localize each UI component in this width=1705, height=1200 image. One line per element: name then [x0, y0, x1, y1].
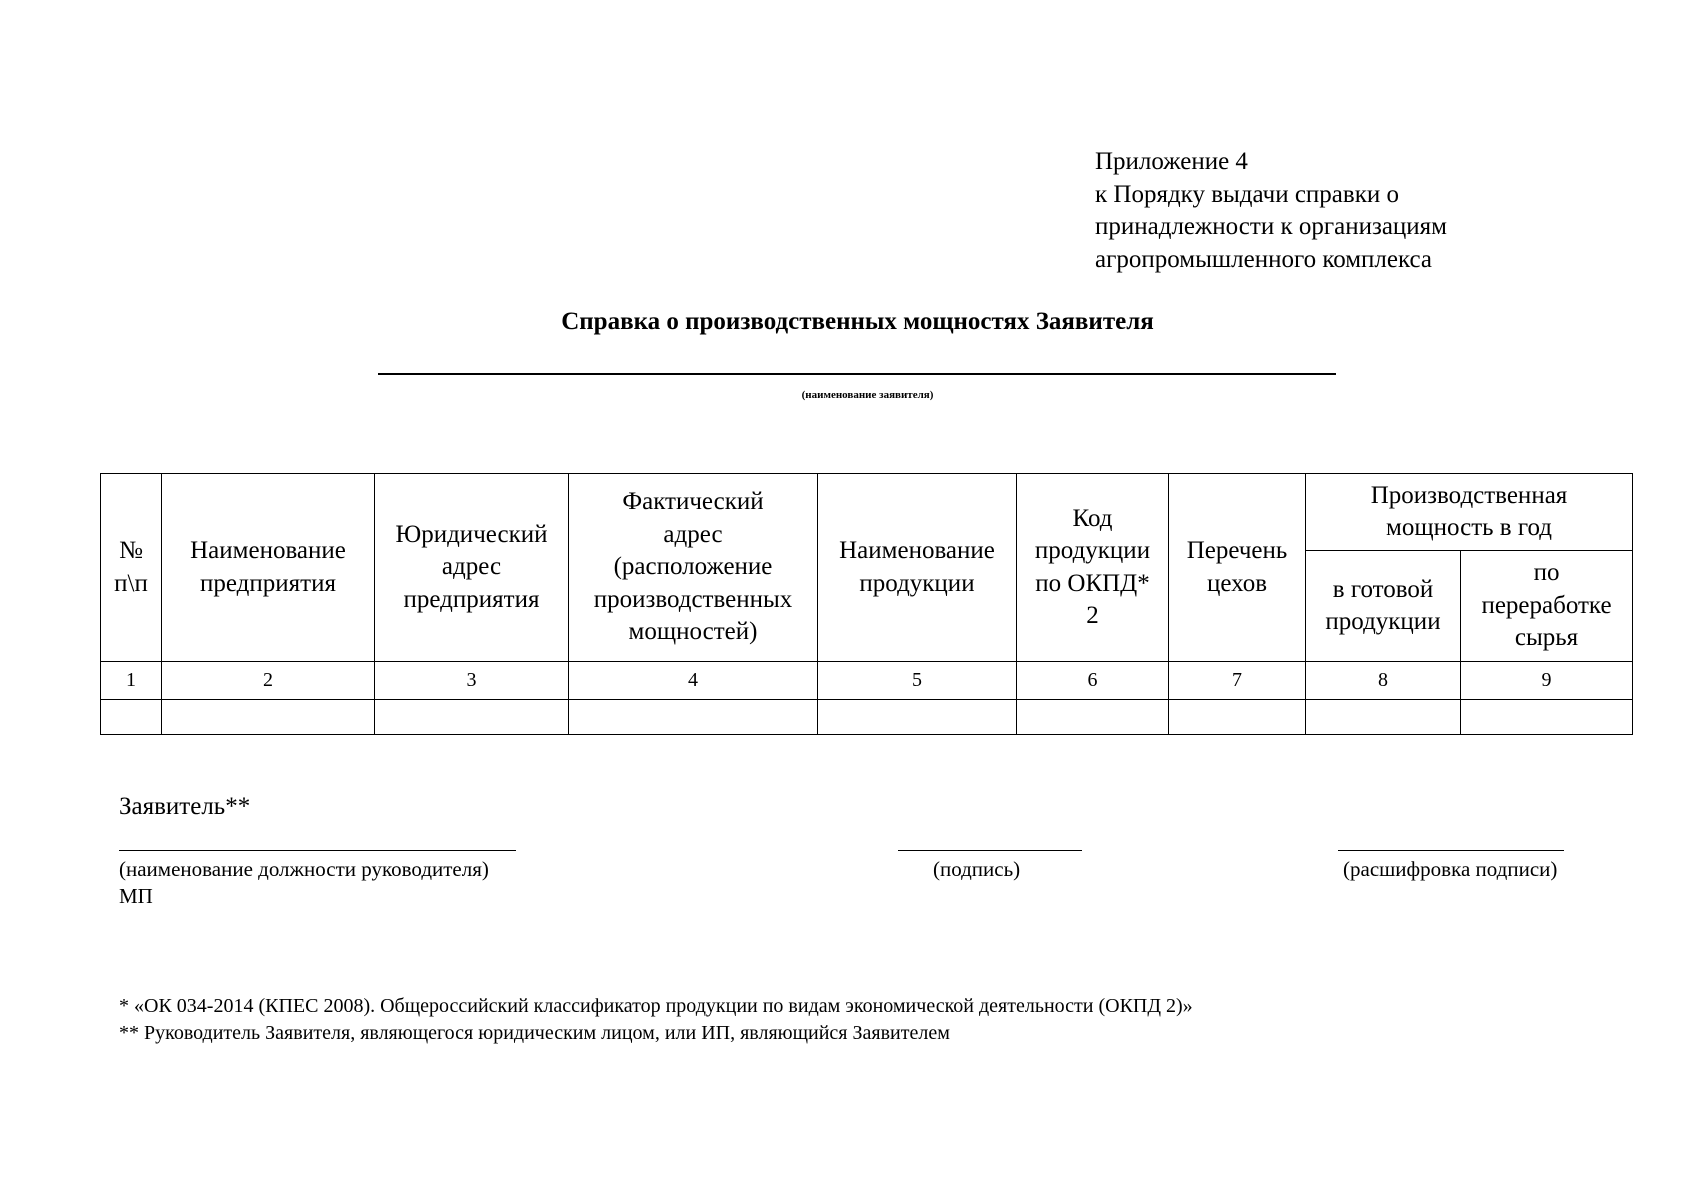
column-number: 7: [1169, 662, 1306, 700]
footnote-applicant: ** Руководитель Заявителя, являющегося юридическим лицом, или ИП, являющийся Заявителем: [119, 1022, 950, 1044]
table-row: [101, 700, 1633, 735]
footnote-okpd: * «ОК 034-2014 (КПЕС 2008). Общероссийский классификатор продукции по видам экономической деятельности (ОКПД 2)»: [119, 995, 1193, 1017]
capacity-table: [100, 473, 1633, 735]
column-number: 9: [1461, 662, 1633, 700]
column-number-row: [101, 662, 1633, 700]
column-number: 1: [101, 662, 162, 700]
appendix-ref-line-1: к Порядку выдачи справки о: [1095, 180, 1399, 208]
column-number: 3: [375, 662, 569, 700]
table-cell: [818, 700, 1017, 735]
header-workshops: Перечень цехов: [1169, 474, 1306, 662]
header-okpd-code: Код продукции по ОКПД* 2: [1017, 474, 1169, 662]
appendix-block: [1095, 146, 1447, 276]
table-header-row: [101, 474, 1633, 551]
document-title: Справка о производственных мощностях Заявителя: [561, 308, 1154, 335]
header-legal-address: Юридический адрес предприятия: [375, 474, 569, 662]
table-cell: [1017, 700, 1169, 735]
applicant-label: Заявитель**: [119, 793, 251, 820]
column-number: 8: [1306, 662, 1461, 700]
applicant-name-caption: (наименование заявителя): [801, 389, 934, 401]
appendix-ref-line-2: принадлежности к организациям: [1095, 213, 1448, 240]
header-enterprise-name: Наименование предприятия: [162, 474, 375, 662]
position-caption: (наименование должности руководителя): [119, 857, 489, 881]
table-cell: [1169, 700, 1306, 735]
table-cell: [1306, 700, 1461, 735]
position-line: [119, 850, 516, 851]
decoding-caption: (расшифровка подписи): [1343, 857, 1558, 881]
table-cell: [569, 700, 818, 735]
column-number: 4: [569, 662, 818, 700]
table-cell: [101, 700, 162, 735]
header-actual-address: Фактический адрес (расположение производственных мощностей): [569, 474, 818, 662]
table-cell: [162, 700, 375, 735]
appendix-ref-line-3: агропромышленного комплекса: [1095, 245, 1433, 273]
header-product-name: Наименование продукции: [818, 474, 1017, 662]
signature-caption: (подпись): [933, 857, 1021, 881]
table-cell: [1461, 700, 1633, 735]
header-capacity-group: Производственная мощность в год: [1306, 474, 1633, 551]
header-number: № п\п: [101, 474, 162, 662]
column-number: 2: [162, 662, 375, 700]
column-number: 6: [1017, 662, 1169, 700]
decoding-line: [1338, 850, 1564, 851]
applicant-name-line: [378, 373, 1336, 375]
header-finished-products: в готовой продукции: [1306, 551, 1461, 662]
appendix-number: Приложение 4: [1095, 148, 1248, 175]
signature-line: [898, 850, 1082, 851]
column-number: 5: [818, 662, 1017, 700]
seal-label: МП: [119, 884, 153, 908]
table-cell: [375, 700, 569, 735]
header-raw-processing: по переработке сырья: [1461, 551, 1633, 662]
